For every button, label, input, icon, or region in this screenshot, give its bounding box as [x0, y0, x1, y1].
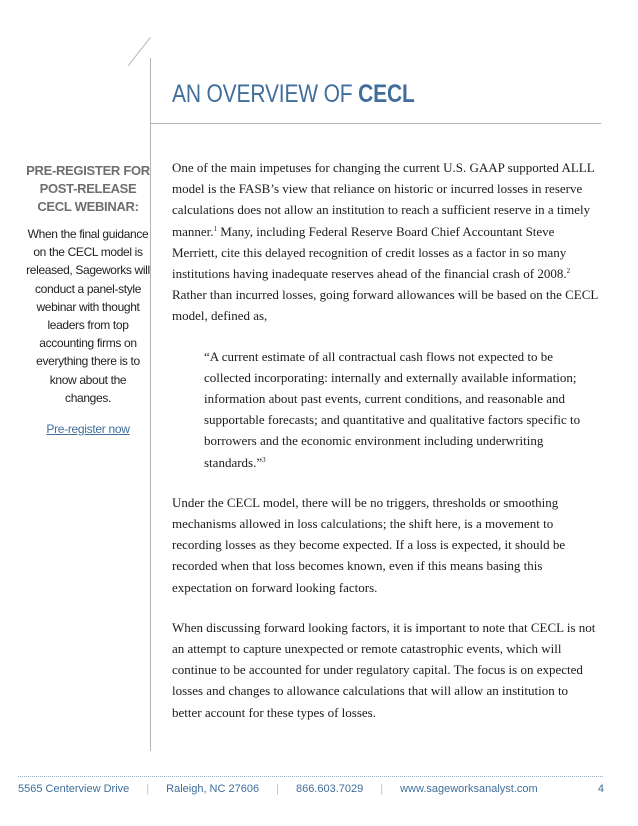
sidebar-callout [26, 162, 150, 438]
sidebar-description: When the final guidance on the CECL model is released, Sageworks will conduct a panel-style webinar with thought leaders from top accounting firms on everything there is to know about the changes. [26, 227, 150, 405]
decorative-vertical-rule [150, 58, 151, 751]
sidebar-heading: PRE-REGISTER FOR POST-RELEASE CECL WEBINAR: [26, 163, 150, 214]
footnote-ref-1: 1 [213, 224, 218, 233]
footer-address: 5565 Centerview Drive [18, 783, 130, 795]
title-underline-rule [150, 123, 601, 124]
article-body [172, 157, 600, 742]
paragraph-1-part-3: Rather than incurred losses, going forward allowances will be based on the CECL model, defined as, [172, 287, 598, 324]
page-title [172, 80, 415, 109]
footnote-ref-2: 2 [566, 267, 571, 276]
paragraph-2: Under the CECL model, there will be no triggers, thresholds or smoothing mechanisms allowed in loss calculations; the shift here, is a movement to recording losses as they become expected. If a loss is expected, it should be recorded when that loss becomes known, even if this means basing this expectation on forward looking factors. [172, 494, 566, 595]
pre-register-link[interactable]: Pre-register now [46, 422, 130, 437]
page-title-light: AN OVERVIEW OF [172, 80, 359, 108]
footer-separator: | [146, 783, 150, 795]
paragraph-3: When discussing forward looking factors, it is important to note that CECL is not an attempt to capture unexpected or remote catastrophic events, which will continue to be accounted for under regulatory capital. The focus is on expected losses and changes to allowance calculations that will allow an institution to better account for these types of losses. [172, 619, 596, 720]
footer-website: www.sageworksanalyst.com [400, 783, 538, 795]
page-number: 4 [597, 783, 604, 795]
cecl-definition-quote [204, 346, 600, 473]
quote-text: “A current estimate of all contractual cash flows not expected to be collected incorporating: internally and externally available information; information about past events, current conditions, and reasonable and supportable forecasts; and quantitative and qualitative factors specific to borrowers and the economic environment including underwriting standards.” [204, 348, 581, 470]
page-title-bold: CECL [358, 80, 415, 108]
footnote-ref-3: 3 [262, 455, 266, 464]
paragraph-1 [172, 157, 600, 327]
footer-city: Raleigh, NC 27606 [166, 783, 260, 795]
footer-separator: | [380, 783, 384, 795]
paragraph-1-part-1: One of the main impetuses for changing the current U.S. GAAP supported ALLL model is the FASB’s view that reliance on historic or incurred losses in reserve calculations does not allow an institution to reach a sufficient reserve in a timely manner. [172, 160, 595, 239]
page-footer [18, 783, 604, 795]
footer-divider [18, 776, 603, 777]
decorative-diagonal-line [128, 37, 151, 66]
footer-phone: 866.603.7029 [295, 783, 364, 795]
paragraph-1-part-2: Many, including Federal Reserve Board Chief Accountant Steve Merriett, cite this delayed recognition of credit losses as a factor in so many institutions having inadequate reserves ahead of the financial crash of 2008. [172, 223, 567, 282]
footer-separator: | [276, 783, 279, 795]
